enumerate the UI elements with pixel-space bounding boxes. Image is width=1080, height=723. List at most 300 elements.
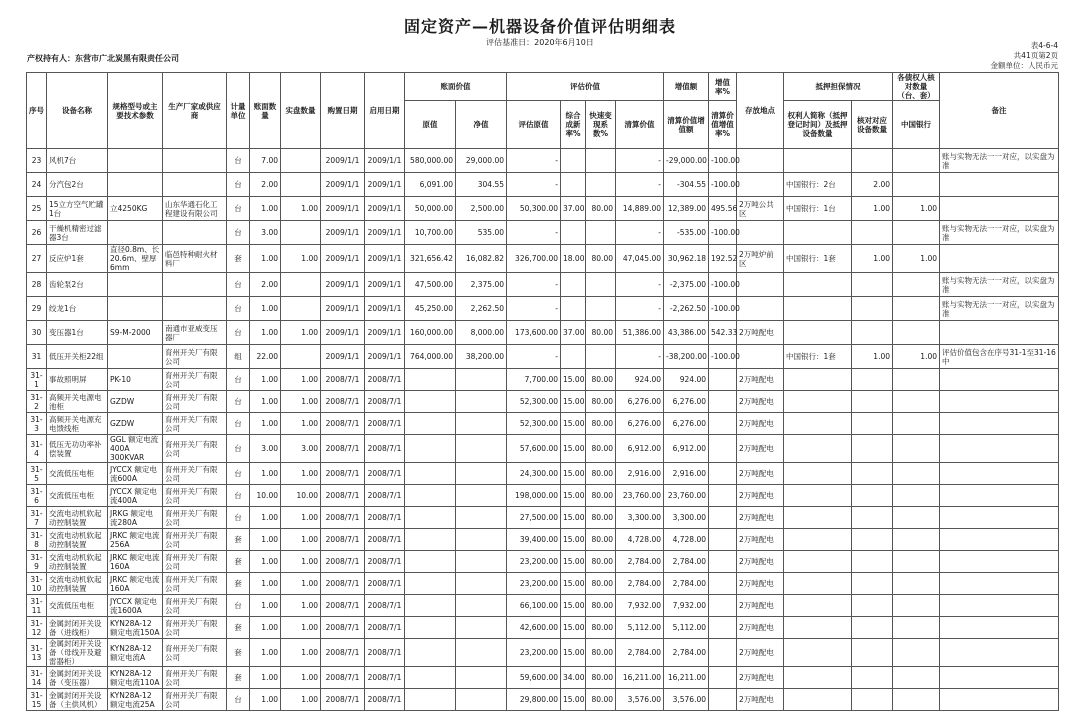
cell-maker: 育州开关厂有限公司: [163, 689, 227, 711]
cell-book-orig: [405, 551, 456, 573]
cell-book-net: [456, 689, 507, 711]
cell-book-net: 535.00: [456, 221, 507, 245]
table-row: [27, 369, 1059, 391]
cell-remark: [940, 321, 1059, 345]
cell-eval-orig: -: [507, 149, 561, 173]
cell-fast-rate: 80.00: [586, 573, 616, 595]
cell-fast-rate: [586, 173, 616, 197]
cell-unit: 套: [227, 245, 250, 273]
cell-model: JRKC 额定电流256A: [108, 529, 163, 551]
cell-start-date: 2008/7/1: [365, 573, 405, 595]
cell-remark: [940, 617, 1059, 639]
cell-fast-rate: 80.00: [586, 551, 616, 573]
cell-creditor-bank: [893, 221, 940, 245]
cell-actual-qty: [281, 149, 321, 173]
cell-model: [108, 273, 163, 297]
cell-comp-rate: [561, 173, 586, 197]
cell-pledge-holder: [784, 435, 852, 463]
cell-liq-increase: -304.55: [664, 173, 709, 197]
cell-pledge-qty: [852, 551, 893, 573]
cell-eval-orig: 23,200.00: [507, 639, 561, 667]
cell-liq-value: 3,576.00: [616, 689, 664, 711]
cell-pledge-qty: 1.00: [852, 245, 893, 273]
cell-start-date: 2008/7/1: [365, 413, 405, 435]
cell-seq: 31-13: [27, 639, 47, 667]
cell-name: 低压无功功率补偿装置: [47, 435, 108, 463]
col-actual-qty: 实盘数量: [281, 73, 321, 149]
cell-maker: 育州开关厂有限公司: [163, 435, 227, 463]
cell-liq-increase: 2,784.00: [664, 551, 709, 573]
cell-comp-rate: 15.00: [561, 573, 586, 595]
cell-comp-rate: 37.00: [561, 321, 586, 345]
cell-fast-rate: 80.00: [586, 485, 616, 507]
cell-book-net: 29,000.00: [456, 149, 507, 173]
cell-unit: 套: [227, 529, 250, 551]
cell-book-orig: 160,000.00: [405, 321, 456, 345]
cell-unit: 套: [227, 551, 250, 573]
cell-pledge-qty: [852, 435, 893, 463]
cell-eval-orig: 173,600.00: [507, 321, 561, 345]
cell-maker: 育州开关厂有限公司: [163, 639, 227, 667]
cell-pledge-holder: [784, 573, 852, 595]
cell-unit: 台: [227, 435, 250, 463]
cell-book-net: 2,500.00: [456, 197, 507, 221]
valuation-table: [26, 72, 1059, 711]
cell-actual-qty: [281, 345, 321, 369]
cell-remark: [940, 435, 1059, 463]
table-row: [27, 197, 1059, 221]
cell-start-date: 2008/7/1: [365, 391, 405, 413]
cell-model: S9-M-2000: [108, 321, 163, 345]
cell-location: 2万吨配电: [737, 507, 784, 529]
cell-eval-orig: -: [507, 221, 561, 245]
cell-start-date: 2008/7/1: [365, 369, 405, 391]
table-info: [991, 41, 1059, 71]
cell-book-orig: [405, 595, 456, 617]
cell-pledge-qty: 1.00: [852, 345, 893, 369]
cell-pledge-holder: [784, 297, 852, 321]
cell-eval-orig: 66,100.00: [507, 595, 561, 617]
cell-creditor-bank: [893, 413, 940, 435]
cell-seq: 31-3: [27, 413, 47, 435]
cell-unit: 台: [227, 369, 250, 391]
cell-remark: 账与实物无法一一对应，以实盘为准: [940, 297, 1059, 321]
table-row: [27, 221, 1059, 245]
cell-pledge-holder: [784, 551, 852, 573]
cell-name: 齿轮泵2台: [47, 273, 108, 297]
cell-location: [737, 345, 784, 369]
cell-name: 反应炉1套: [47, 245, 108, 273]
page-info: 共41页第2页: [1013, 51, 1058, 60]
cell-seq: 29: [27, 297, 47, 321]
cell-liq-increase: 5,112.00: [664, 617, 709, 639]
cell-book-net: [456, 639, 507, 667]
cell-name: 交流低压电柜: [47, 485, 108, 507]
cell-liq-inc-rate: -100.00: [709, 173, 737, 197]
cell-pledge-qty: [852, 369, 893, 391]
cell-eval-orig: 57,600.00: [507, 435, 561, 463]
cell-purchase-date: 2009/1/1: [321, 345, 365, 369]
cell-start-date: 2009/1/1: [365, 321, 405, 345]
col-book-net: 净值: [456, 101, 507, 149]
cell-book-qty: 2.00: [250, 173, 281, 197]
cell-pledge-holder: [784, 413, 852, 435]
cell-remark: 账与实物无法一一对应，以实盘为准: [940, 221, 1059, 245]
cell-comp-rate: 15.00: [561, 689, 586, 711]
cell-book-orig: 580,000.00: [405, 149, 456, 173]
cell-actual-qty: 1.00: [281, 617, 321, 639]
cell-pledge-qty: [852, 639, 893, 667]
cell-actual-qty: 1.00: [281, 551, 321, 573]
cell-liq-increase: 3,300.00: [664, 507, 709, 529]
cell-book-qty: 1.00: [250, 551, 281, 573]
cell-model: KYN28A-12 额定电流25A: [108, 689, 163, 711]
cell-purchase-date: 2008/7/1: [321, 667, 365, 689]
cell-liq-increase: 6,912.00: [664, 435, 709, 463]
cell-book-net: [456, 369, 507, 391]
cell-creditor-bank: [893, 391, 940, 413]
cell-liq-inc-rate: -100.00: [709, 297, 737, 321]
cell-model: JYCCX 额定电流400A: [108, 485, 163, 507]
cell-pledge-qty: 2.00: [852, 173, 893, 197]
cell-unit: 套: [227, 573, 250, 595]
cell-pledge-qty: [852, 573, 893, 595]
cell-name: 交流电动机软起动控制装置: [47, 573, 108, 595]
cell-pledge-holder: [784, 149, 852, 173]
cell-unit: 台: [227, 173, 250, 197]
cell-comp-rate: 15.00: [561, 485, 586, 507]
col-creditor-bank: 中国银行: [893, 101, 940, 149]
col-liq-inc-rate: 清算价值增值率%: [709, 101, 737, 149]
cell-location: 2万吨配电: [737, 463, 784, 485]
cell-liq-value: -: [616, 149, 664, 173]
cell-liq-increase: -2,262.50: [664, 297, 709, 321]
cell-creditor-bank: [893, 667, 940, 689]
cell-remark: [940, 173, 1059, 197]
cell-creditor-bank: [893, 529, 940, 551]
cell-maker: [163, 297, 227, 321]
cell-creditor-bank: [893, 485, 940, 507]
cell-liq-inc-rate: -100.00: [709, 221, 737, 245]
cell-remark: [940, 507, 1059, 529]
cell-book-qty: 1.00: [250, 369, 281, 391]
cell-actual-qty: [281, 221, 321, 245]
cell-maker: 育州开关厂有限公司: [163, 485, 227, 507]
table-row: [27, 617, 1059, 639]
cell-unit: 组: [227, 345, 250, 369]
cell-liq-increase: 43,386.00: [664, 321, 709, 345]
table-row: [27, 667, 1059, 689]
cell-liq-increase: 7,932.00: [664, 595, 709, 617]
cell-creditor-bank: [893, 273, 940, 297]
cell-start-date: 2008/7/1: [365, 485, 405, 507]
cell-seq: 31-1: [27, 369, 47, 391]
cell-seq: 25: [27, 197, 47, 221]
cell-book-net: [456, 413, 507, 435]
col-comp-rate: 综合成新率%: [561, 101, 586, 149]
cell-book-orig: [405, 507, 456, 529]
cell-maker: 育州开关厂有限公司: [163, 391, 227, 413]
cell-name: 干燥机精密过滤器3台: [47, 221, 108, 245]
cell-start-date: 2009/1/1: [365, 245, 405, 273]
cell-unit: 台: [227, 149, 250, 173]
table-row: [27, 689, 1059, 711]
cell-purchase-date: 2008/7/1: [321, 689, 365, 711]
cell-pledge-holder: [784, 529, 852, 551]
cell-seq: 28: [27, 273, 47, 297]
cell-book-orig: [405, 689, 456, 711]
cell-start-date: 2009/1/1: [365, 297, 405, 321]
cell-location: [737, 173, 784, 197]
cell-comp-rate: [561, 345, 586, 369]
cell-book-qty: 3.00: [250, 221, 281, 245]
cell-name: 变压器1台: [47, 321, 108, 345]
cell-liq-inc-rate: -100.00: [709, 149, 737, 173]
cell-comp-rate: 15.00: [561, 463, 586, 485]
cell-purchase-date: 2008/7/1: [321, 595, 365, 617]
cell-maker: 育州开关厂有限公司: [163, 463, 227, 485]
cell-model: [108, 173, 163, 197]
cell-actual-qty: 1.00: [281, 369, 321, 391]
cell-book-qty: 22.00: [250, 345, 281, 369]
cell-pledge-holder: 中国银行：2台: [784, 173, 852, 197]
cell-book-qty: 1.00: [250, 507, 281, 529]
cell-pledge-holder: [784, 221, 852, 245]
cell-start-date: 2008/7/1: [365, 551, 405, 573]
cell-pledge-holder: [784, 617, 852, 639]
cell-pledge-qty: [852, 485, 893, 507]
cell-model: 立4250KG: [108, 197, 163, 221]
cell-name: 15立方空气贮罐1台: [47, 197, 108, 221]
cell-name: 分汽包2台: [47, 173, 108, 197]
table-row: [27, 463, 1059, 485]
cell-pledge-holder: [784, 321, 852, 345]
cell-creditor-bank: 1.00: [893, 345, 940, 369]
base-date: 评估基准日：2020年6月10日: [486, 38, 594, 47]
cell-location: 2万吨配电: [737, 529, 784, 551]
cell-liq-increase: 2,784.00: [664, 639, 709, 667]
cell-seq: 31: [27, 345, 47, 369]
cell-eval-orig: 52,300.00: [507, 391, 561, 413]
cell-creditor-bank: [893, 689, 940, 711]
cell-remark: [940, 463, 1059, 485]
col-increase: 增值额: [664, 73, 709, 101]
cell-purchase-date: 2009/1/1: [321, 245, 365, 273]
cell-creditor-bank: 1.00: [893, 245, 940, 273]
cell-book-orig: [405, 391, 456, 413]
col-purchase-date: 购置日期: [321, 73, 365, 149]
cell-liq-value: -: [616, 345, 664, 369]
cell-liq-value: 7,932.00: [616, 595, 664, 617]
cell-maker: 育州开关厂有限公司: [163, 617, 227, 639]
cell-unit: 台: [227, 273, 250, 297]
table-body: [27, 149, 1059, 711]
cell-unit: 套: [227, 667, 250, 689]
cell-fast-rate: 80.00: [586, 507, 616, 529]
header-row-1: [27, 73, 1059, 101]
cell-liq-value: -: [616, 297, 664, 321]
cell-pledge-qty: [852, 667, 893, 689]
cell-comp-rate: 18.00: [561, 245, 586, 273]
cell-purchase-date: 2008/7/1: [321, 551, 365, 573]
cell-start-date: 2008/7/1: [365, 595, 405, 617]
col-pledge-holder: 权利人简称（抵押登记时间）及抵押设备数量: [784, 101, 852, 149]
table-row: [27, 149, 1059, 173]
cell-seq: 31-12: [27, 617, 47, 639]
cell-unit: 台: [227, 413, 250, 435]
cell-eval-orig: 23,200.00: [507, 573, 561, 595]
cell-pledge-holder: 中国银行：1套: [784, 345, 852, 369]
cell-actual-qty: 1.00: [281, 507, 321, 529]
cell-book-net: [456, 595, 507, 617]
cell-book-orig: 45,250.00: [405, 297, 456, 321]
cell-eval-orig: 23,200.00: [507, 551, 561, 573]
cell-start-date: 2009/1/1: [365, 173, 405, 197]
col-maker: 生产厂家或供应商: [163, 73, 227, 149]
cell-model: KYN28A-12 额定电流150A: [108, 617, 163, 639]
cell-book-qty: 10.00: [250, 485, 281, 507]
cell-liq-value: 16,211.00: [616, 667, 664, 689]
cell-book-qty: 7.00: [250, 149, 281, 173]
cell-liq-increase: -2,375.00: [664, 273, 709, 297]
col-book-value: 账面价值: [405, 73, 507, 101]
cell-pledge-holder: [784, 391, 852, 413]
cell-fast-rate: 80.00: [586, 529, 616, 551]
cell-seq: 31-7: [27, 507, 47, 529]
cell-purchase-date: 2008/7/1: [321, 391, 365, 413]
cell-eval-orig: 326,700.00: [507, 245, 561, 273]
cell-pledge-holder: [784, 689, 852, 711]
cell-liq-inc-rate: 192.52: [709, 245, 737, 273]
col-eval-value: 评估价值: [507, 73, 664, 101]
cell-remark: [940, 485, 1059, 507]
cell-start-date: 2009/1/1: [365, 197, 405, 221]
cell-eval-orig: 29,800.00: [507, 689, 561, 711]
cell-actual-qty: [281, 273, 321, 297]
cell-liq-inc-rate: [709, 369, 737, 391]
cell-remark: [940, 573, 1059, 595]
cell-book-orig: [405, 639, 456, 667]
cell-remark: [940, 529, 1059, 551]
cell-book-net: [456, 551, 507, 573]
cell-book-net: [456, 391, 507, 413]
cell-comp-rate: 34.00: [561, 667, 586, 689]
col-liq-increase: 清算价值增值额: [664, 101, 709, 149]
cell-book-net: [456, 435, 507, 463]
table-row: [27, 345, 1059, 369]
cell-liq-value: 23,760.00: [616, 485, 664, 507]
col-model: 规格型号或主要技术参数: [108, 73, 163, 149]
cell-book-orig: [405, 463, 456, 485]
cell-liq-inc-rate: [709, 529, 737, 551]
cell-seq: 24: [27, 173, 47, 197]
cell-book-orig: [405, 369, 456, 391]
cell-name: 风机7台: [47, 149, 108, 173]
cell-purchase-date: 2008/7/1: [321, 485, 365, 507]
cell-book-orig: [405, 435, 456, 463]
cell-seq: 23: [27, 149, 47, 173]
cell-book-qty: 1.00: [250, 689, 281, 711]
cell-maker: [163, 149, 227, 173]
cell-book-orig: [405, 573, 456, 595]
cell-liq-increase: 2,784.00: [664, 573, 709, 595]
cell-maker: [163, 221, 227, 245]
cell-seq: 31-9: [27, 551, 47, 573]
cell-liq-value: -: [616, 173, 664, 197]
cell-liq-increase: 6,276.00: [664, 413, 709, 435]
cell-pledge-holder: 中国银行：1台: [784, 197, 852, 221]
cell-location: 2万吨配电: [737, 551, 784, 573]
cell-fast-rate: 80.00: [586, 321, 616, 345]
cell-comp-rate: 15.00: [561, 391, 586, 413]
cell-liq-increase: -29,000.00: [664, 149, 709, 173]
cell-book-net: 2,375.00: [456, 273, 507, 297]
cell-pledge-qty: [852, 149, 893, 173]
cell-pledge-holder: [784, 639, 852, 667]
cell-book-qty: 1.00: [250, 463, 281, 485]
cell-comp-rate: [561, 149, 586, 173]
cell-liq-value: 6,276.00: [616, 391, 664, 413]
cell-fast-rate: 80.00: [586, 667, 616, 689]
cell-seq: 31-15: [27, 689, 47, 711]
cell-remark: [940, 197, 1059, 221]
cell-fast-rate: 80.00: [586, 617, 616, 639]
cell-comp-rate: 37.00: [561, 197, 586, 221]
cell-maker: 临邑特种耐火材料厂: [163, 245, 227, 273]
cell-model: PK-10: [108, 369, 163, 391]
cell-liq-inc-rate: [709, 617, 737, 639]
cell-location: 2万吨配电: [737, 413, 784, 435]
cell-pledge-qty: [852, 321, 893, 345]
cell-maker: 育州开关厂有限公司: [163, 551, 227, 573]
cell-remark: [940, 413, 1059, 435]
table-number: 表4-6-4: [1030, 41, 1058, 50]
cell-model: [108, 297, 163, 321]
cell-fast-rate: 80.00: [586, 197, 616, 221]
cell-name: 金属封闭开关设备（主供风机）: [47, 689, 108, 711]
cell-pledge-holder: [784, 485, 852, 507]
page-title: 固定资产—机器设备价值评估明细表: [403, 17, 676, 36]
cell-location: [737, 297, 784, 321]
cell-book-orig: 50,000.00: [405, 197, 456, 221]
col-seq: 序号: [27, 73, 47, 149]
cell-start-date: 2008/7/1: [365, 667, 405, 689]
cell-model: JYCCX 额定电流1600A: [108, 595, 163, 617]
cell-location: 2万吨配电: [737, 391, 784, 413]
cell-liq-increase: 6,276.00: [664, 391, 709, 413]
cell-book-qty: 1.00: [250, 573, 281, 595]
cell-liq-value: 2,916.00: [616, 463, 664, 485]
cell-pledge-qty: [852, 595, 893, 617]
cell-location: 2万吨配电: [737, 485, 784, 507]
col-creditor: 各债权人核对数量（台、套）: [893, 73, 940, 101]
cell-liq-inc-rate: -100.00: [709, 273, 737, 297]
cell-seq: 31-2: [27, 391, 47, 413]
cell-book-orig: [405, 529, 456, 551]
cell-location: 2万吨配电: [737, 639, 784, 667]
cell-comp-rate: 15.00: [561, 551, 586, 573]
cell-purchase-date: 2008/7/1: [321, 413, 365, 435]
cell-maker: 育州开关厂有限公司: [163, 413, 227, 435]
cell-pledge-holder: [784, 507, 852, 529]
cell-eval-orig: 42,600.00: [507, 617, 561, 639]
cell-liq-increase: 16,211.00: [664, 667, 709, 689]
col-location: 存放地点: [737, 73, 784, 149]
table-row: [27, 391, 1059, 413]
cell-pledge-qty: [852, 507, 893, 529]
cell-fast-rate: 80.00: [586, 391, 616, 413]
cell-book-orig: 10,700.00: [405, 221, 456, 245]
